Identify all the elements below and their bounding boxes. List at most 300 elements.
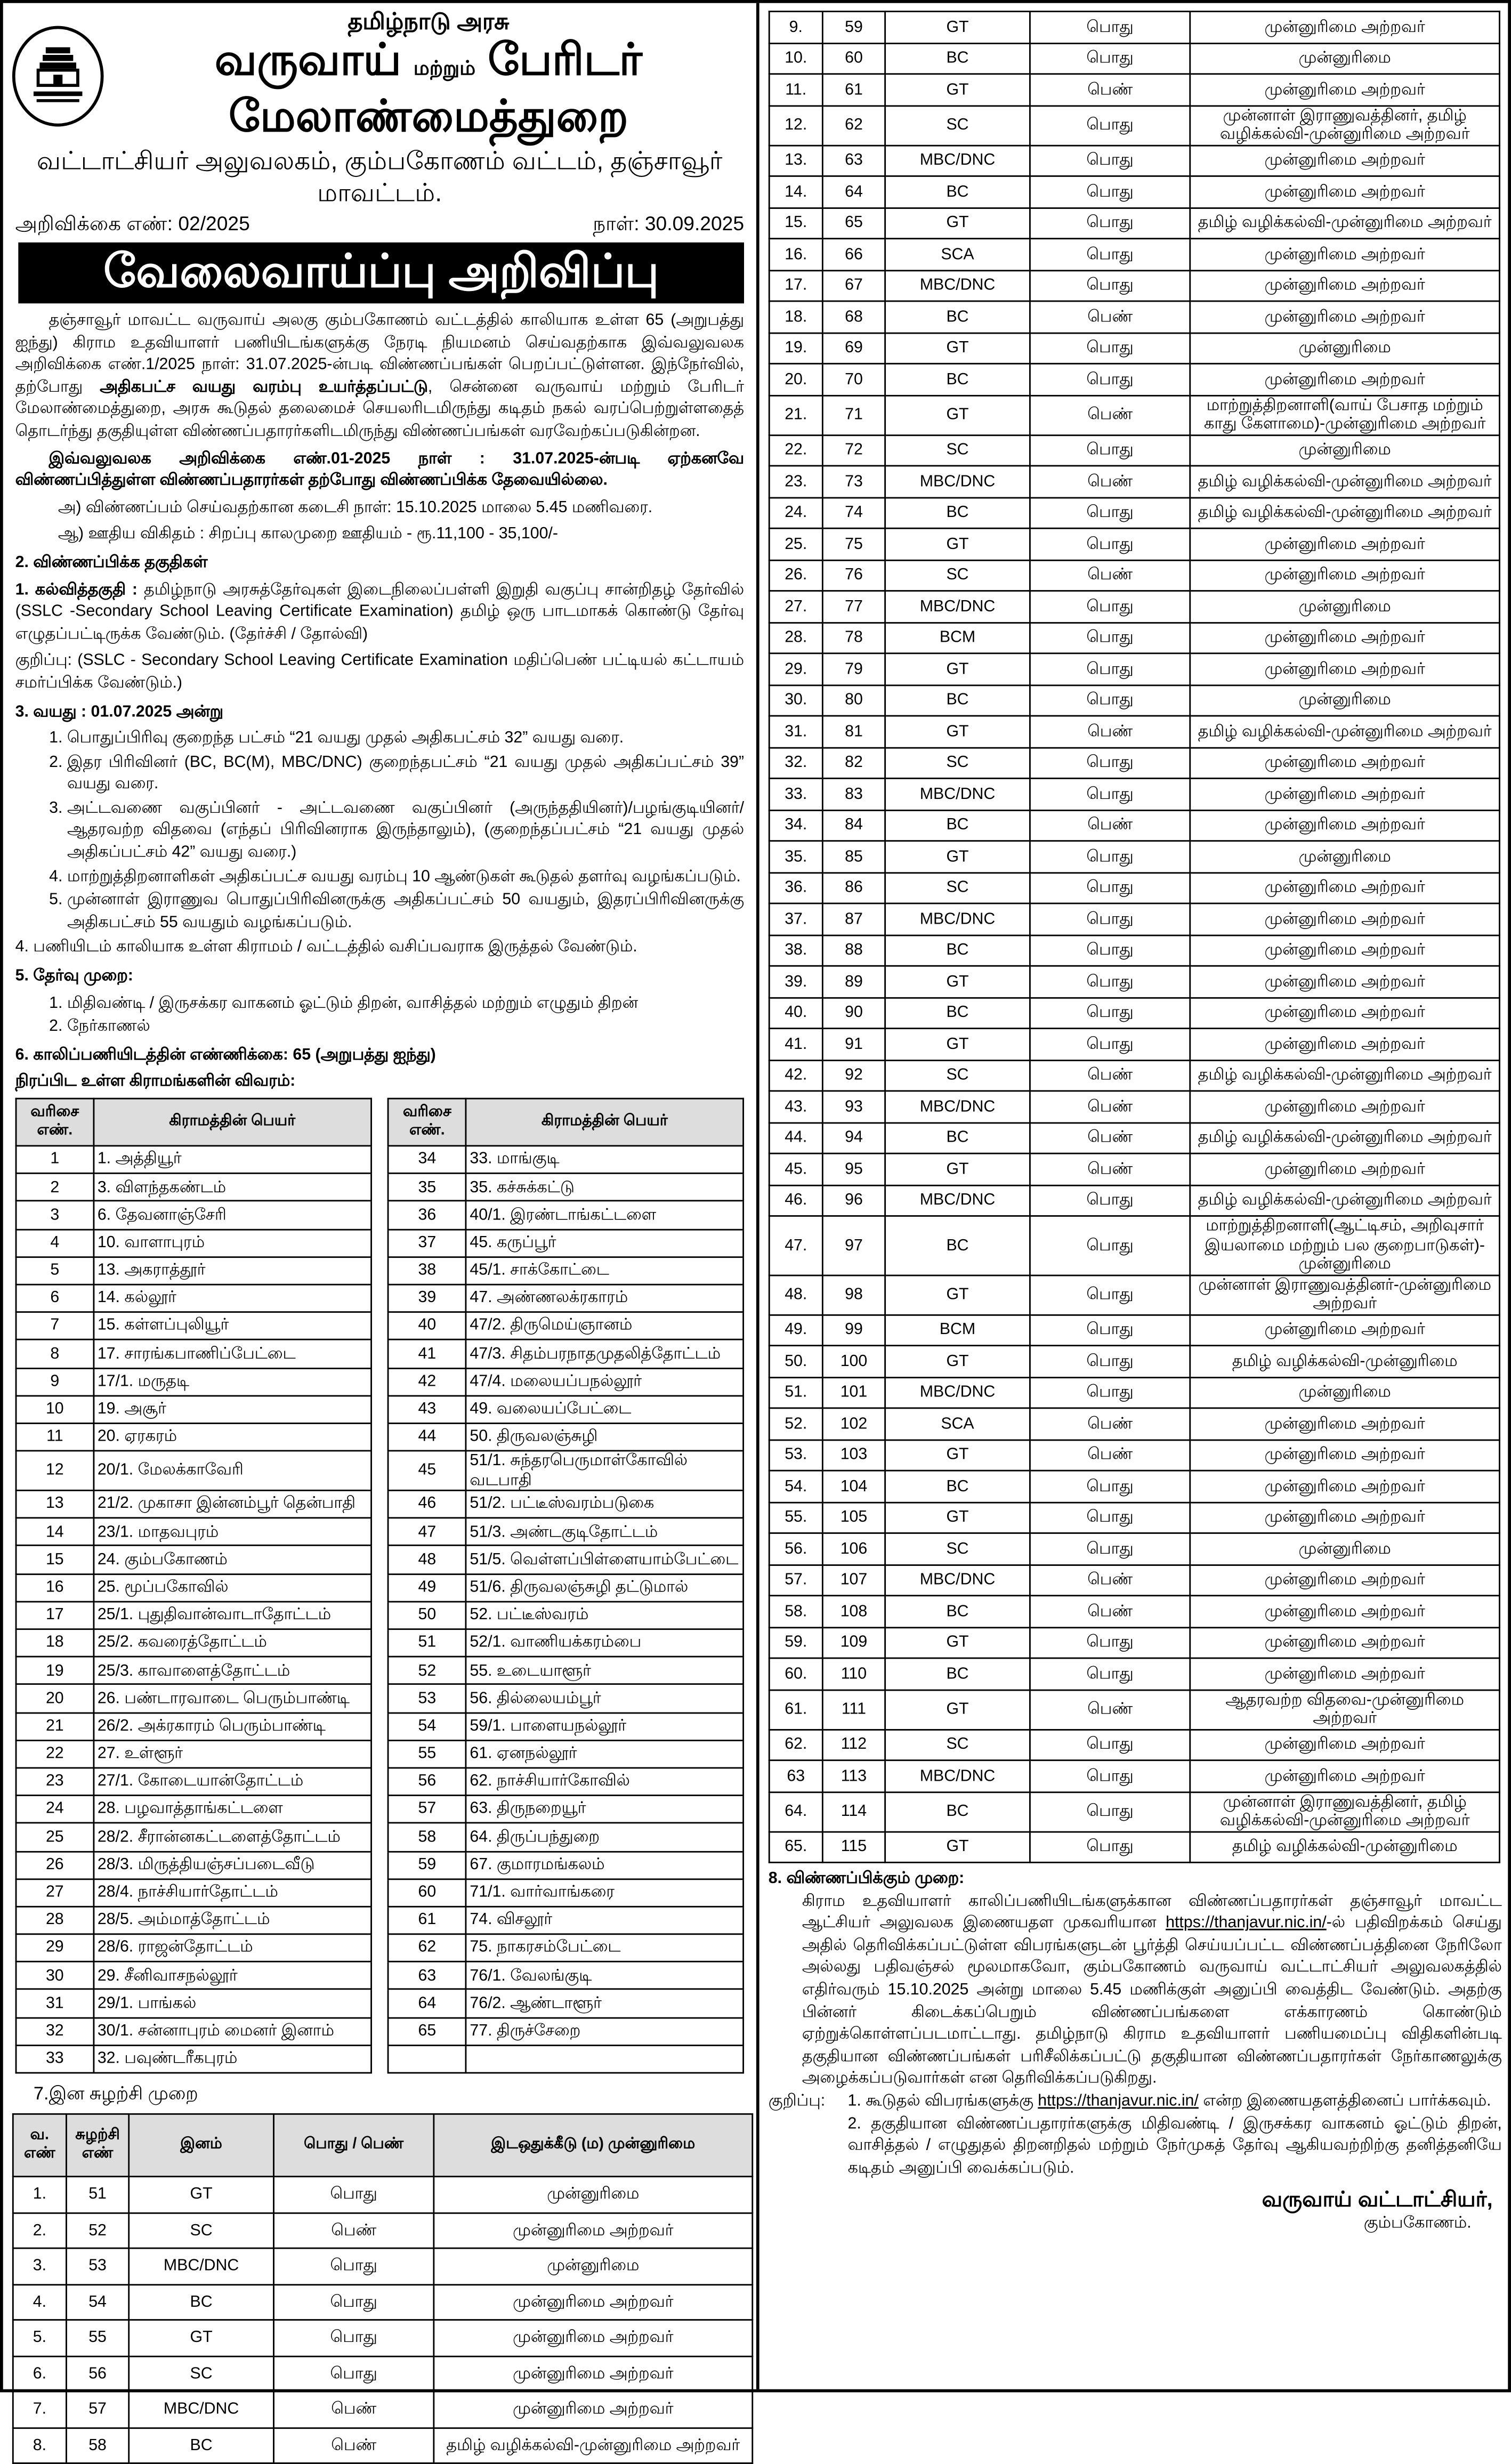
- table-row: [16, 1146, 744, 1174]
- rotation-number: 75: [822, 528, 885, 560]
- serial-number: 9: [16, 1368, 94, 1395]
- general-or-women: பொது: [1030, 105, 1190, 144]
- table-row: [16, 1368, 744, 1395]
- rotation-table-header: [13, 2114, 752, 2176]
- dept-and: மற்றும்: [413, 56, 476, 79]
- community: BC: [885, 1122, 1030, 1153]
- village-name: 35. கச்சுக்கட்டு: [466, 1174, 743, 1201]
- right-column: [759, 3, 1508, 2389]
- community: BC: [885, 497, 1030, 529]
- intro-text-a: தஞ்சாவூர் மாவட்ட வருவாய் அலகு கும்பகோணம் வட்டத்தில் காலியாக உள்ள 65 (அறுபத்து ஐந்து) கிராம உதவியாளர் பணியிடங்களுக்கு நேரடி நியமனம் செய்வதற்காக இவ்வலுவலக அறிவிக்கை எண்.1/2025 நாள்: 31.07.2025-ன்படி விண்ணப்பங்கள் பெறப்பட்டுள்ளன. இந்நேர்வில், தற்போது: [15, 311, 745, 397]
- table-row: [769, 1314, 1499, 1346]
- serial-number: 6: [16, 1284, 94, 1312]
- table-row: [769, 1729, 1499, 1760]
- serial-number: 5: [16, 1257, 94, 1284]
- serial-number: 53: [389, 1685, 466, 1712]
- footnote-1-b: என்ற இணையதளத்தினைப் பார்க்கவும்.: [1198, 2091, 1491, 2111]
- table-row: [16, 2045, 744, 2073]
- rotation-heading: 7.இன சுழற்சி முறை: [33, 2082, 198, 2104]
- table-row: [769, 395, 1499, 434]
- serial-number: 8.: [13, 2427, 66, 2463]
- reservation-priority: முன்னுரிமை: [1190, 684, 1500, 716]
- reservation-priority: முன்னுரிமை அற்றவர்: [1190, 1729, 1500, 1760]
- serial-number: 46: [389, 1491, 466, 1518]
- community: GT: [885, 716, 1030, 747]
- rotation-number: 53: [66, 2248, 128, 2284]
- eligibility-heading: 2. விண்ணப்பிக்க தகுதிகள்: [15, 553, 208, 572]
- general-or-women: பொது: [1030, 747, 1190, 779]
- serial-number: 17: [16, 1602, 94, 1629]
- community: BC: [885, 301, 1030, 333]
- table-row: [16, 1712, 744, 1740]
- tamil-nadu-emblem-icon: [12, 25, 104, 126]
- column-gap: [371, 1906, 389, 1934]
- table-row: [16, 1851, 744, 1879]
- department-title: [110, 37, 747, 143]
- village-name: 51/6. திருவலஞ்சுழி தட்டுமால்: [466, 1574, 743, 1602]
- community: SC: [129, 2356, 274, 2392]
- table-row: [769, 903, 1499, 935]
- table-row: [769, 1275, 1499, 1314]
- column-gap: [371, 1823, 389, 1851]
- office-address: வட்டாட்சியர் அலுவலகம், கும்பகோணம் வட்டம், தஞ்சாவூர் மாவட்டம்.: [37, 148, 723, 208]
- table-row: [16, 1602, 744, 1629]
- table-row: [769, 1627, 1499, 1658]
- serial-number: 51.: [769, 1377, 822, 1408]
- rotation-number: 65: [822, 207, 885, 239]
- col-general-women: பொது / பெண்: [273, 2114, 433, 2176]
- rotation-number: 106: [822, 1533, 885, 1564]
- community: MBC/DNC: [885, 145, 1030, 176]
- village-name: 63. திருநறையூர்: [466, 1796, 743, 1823]
- table-row: [13, 2177, 752, 2212]
- serial-number: 54: [389, 1712, 466, 1740]
- header-top: [12, 7, 747, 143]
- table-row: [769, 716, 1499, 747]
- serial-number: 33: [16, 2045, 94, 2073]
- serial-number: 33.: [769, 778, 822, 810]
- reservation-priority: தமிழ் வழிக்கல்வி-முன்னுரிமை: [1190, 1346, 1500, 1377]
- village-name: 47/4. மலையப்பநல்லூர்: [466, 1368, 743, 1395]
- villages-table-header: [16, 1098, 744, 1146]
- header-titles: [110, 7, 747, 143]
- table-row: [769, 778, 1499, 810]
- serial-number: 53.: [769, 1440, 822, 1471]
- village-name: 25/3. காவாளைத்தோட்டம்: [94, 1657, 371, 1685]
- reservation-priority: முன்னுரிமை: [1190, 434, 1500, 466]
- age-limit-item: 3. அட்டவணை வகுப்பினர் - அட்டவணை வகுப்பினர் (அருந்ததியினர்)/பழங்குடியினர்/ ஆதரவற்ற விதவை (எந்தப் பிரிவினராக இருந்தாலும்), (குறைந்தப்பட்சம் “21 வயது முதல் அதிகப்பட்சம் 42” வயது வரை.): [67, 797, 744, 864]
- table-row: [769, 239, 1499, 270]
- table-row: [769, 333, 1499, 364]
- serial-number: 47.: [769, 1216, 822, 1274]
- reservation-priority: முன்னுரிமை: [434, 2177, 753, 2212]
- community: SC: [885, 1060, 1030, 1091]
- column-gap: [371, 1284, 389, 1312]
- rotation-number: 72: [822, 434, 885, 466]
- rotation-number: 83: [822, 778, 885, 810]
- serial-number: 49: [389, 1574, 466, 1602]
- community: SC: [885, 560, 1030, 591]
- reservation-priority: முன்னுரிமை அற்றவர்: [434, 2212, 753, 2248]
- general-or-women: பெண்: [1030, 1408, 1190, 1440]
- table-row: [769, 653, 1499, 685]
- community: MBC/DNC: [885, 1185, 1030, 1216]
- general-or-women: பெண்: [1030, 301, 1190, 333]
- general-or-women: பொது: [1030, 1377, 1190, 1408]
- serial-number: 17.: [769, 270, 822, 301]
- serial-number: 48.: [769, 1275, 822, 1314]
- community: SCA: [885, 1408, 1030, 1440]
- vacancy-count: 6. காலிப்பணியிடத்தின் எண்ணிக்கை: 65 (அறுபத்து ஐந்து): [15, 1045, 436, 1064]
- serial-number: 60: [389, 1879, 466, 1906]
- table-row: [16, 1201, 744, 1229]
- table-row: [769, 684, 1499, 716]
- table-row: [16, 1657, 744, 1685]
- rotation-number: 87: [822, 903, 885, 935]
- serial-number: [389, 2045, 466, 2073]
- rotation-number: 110: [822, 1658, 885, 1690]
- serial-number: 44.: [769, 1122, 822, 1153]
- community: GT: [885, 1502, 1030, 1533]
- serial-number: 13.: [769, 145, 822, 176]
- community: GT: [885, 333, 1030, 364]
- serial-number: 27: [16, 1879, 94, 1906]
- reservation-priority: முன்னுரிமை: [434, 2248, 753, 2284]
- village-name: 17. சாரங்கபாணிப்பேட்டை: [94, 1340, 371, 1368]
- rotation-number: 61: [822, 74, 885, 106]
- reservation-priority: முன்னுரிமை அற்றவர்: [1190, 1627, 1500, 1658]
- dept-name-b: பேரிடர் மேலாண்மைத்துறை: [229, 36, 642, 142]
- community: MBC/DNC: [885, 1377, 1030, 1408]
- general-or-women: பொது: [1030, 207, 1190, 239]
- table-row: [13, 2212, 752, 2248]
- serial-number: 42.: [769, 1060, 822, 1091]
- village-name: 19. அசூர்: [94, 1395, 371, 1423]
- serial-number: 31: [16, 1990, 94, 2017]
- serial-number: 26.: [769, 560, 822, 591]
- serial-number: 30: [16, 1962, 94, 1990]
- column-gap: [371, 1312, 389, 1340]
- community: MBC/DNC: [885, 591, 1030, 623]
- table-row: [769, 105, 1499, 144]
- reservation-priority: முன்னுரிமை அற்றவர்: [1190, 1596, 1500, 1627]
- rotation-number: 105: [822, 1502, 885, 1533]
- serial-number: 14.: [769, 176, 822, 207]
- community: BC: [885, 1658, 1030, 1690]
- serial-number: 49.: [769, 1314, 822, 1346]
- reservation-priority: முன்னாள் இராணுவத்தினர், தமிழ் வழிக்கல்வி-முன்னுரிமை அற்றவர்: [1190, 105, 1500, 144]
- rotation-number: 92: [822, 1060, 885, 1091]
- table-row: [769, 810, 1499, 841]
- community: SC: [129, 2212, 274, 2248]
- village-name: 10. வாளாபுரம்: [94, 1229, 371, 1257]
- general-or-women: பொது: [273, 2248, 433, 2284]
- reservation-priority: முன்னுரிமை அற்றவர்: [1190, 747, 1500, 779]
- reservation-priority: முன்னுரிமை: [1190, 841, 1500, 873]
- col-serial: வரிசை எண்.: [16, 1098, 94, 1146]
- table-row: [16, 1768, 744, 1796]
- age-limit-item: 1. பொதுப்பிரிவு குறைந்த பட்சம் “21 வயது முதல் அதிகபட்சம் 32” வயது வரை.: [67, 728, 744, 750]
- serial-number: 39: [389, 1284, 466, 1312]
- rotation-number: 67: [822, 270, 885, 301]
- reservation-priority: தமிழ் வழிக்கல்வி-முன்னுரிமை அற்றவர்: [1190, 1122, 1500, 1153]
- village-name: 32. பவுண்டரீகபுரம்: [94, 2045, 371, 2073]
- general-or-women: பொது: [1030, 1658, 1190, 1690]
- general-or-women: பொது: [1030, 43, 1190, 74]
- rotation-number: 98: [822, 1275, 885, 1314]
- community: GT: [885, 841, 1030, 873]
- table-row: [769, 363, 1499, 395]
- table-row: [16, 1629, 744, 1657]
- serial-number: 4: [16, 1229, 94, 1257]
- village-name: 28/4. நாச்சியார்தோட்டம்: [94, 1879, 371, 1906]
- serial-number: 6.: [13, 2356, 66, 2392]
- table-row: [769, 1377, 1499, 1408]
- column-gap: [371, 1851, 389, 1879]
- education-text: தமிழ்நாடு அரசுத்தேர்வுகள் இடைநிலைப்பள்ளி இறுதி வகுப்பு சான்றிதழ் தேர்வில் (SSLC -Secondary School Leaving Certificate Examination) தமிழ் ஒரு பாடமாகக் கொண்டு தேர்வு எழுதப்பட்டிருக்க வேண்டும். (தேர்ச்சி / தோல்வி): [15, 580, 745, 643]
- table-row: [769, 145, 1499, 176]
- village-name: 51/3. அண்டகுடிதோட்டம்: [466, 1518, 743, 1546]
- table-row: [13, 2248, 752, 2284]
- reservation-priority: முன்னுரிமை அற்றவர்: [434, 2356, 753, 2392]
- signatory-place: கும்பகோணம்.: [1363, 2214, 1472, 2233]
- table-row: [13, 2320, 752, 2356]
- col-village: கிராமத்தின் பெயர்: [94, 1098, 371, 1146]
- community: BC: [885, 363, 1030, 395]
- reservation-priority: மாற்றுத்திறனாளி(வாய் பேசாத மற்றும் காது கேளாமை)-முன்னுரிமை அற்றவர்: [1190, 395, 1500, 434]
- column-gap: [371, 1146, 389, 1174]
- column-gap: [371, 1934, 389, 1962]
- serial-number: 38.: [769, 935, 822, 966]
- reservation-priority: முன்னுரிமை அற்றவர்: [1190, 1760, 1500, 1792]
- serial-number: 41: [389, 1340, 466, 1368]
- general-or-women: பொது: [1030, 1831, 1190, 1863]
- serial-number: 34: [389, 1146, 466, 1174]
- reservation-priority: முன்னுரிமை அற்றவர்: [1190, 903, 1500, 935]
- reservation-priority: மாற்றுத்திறனாளி(ஆட்டிசம், அறிவுசார் இயலாமை மற்றும் பல குறைபாடுகள்)-முன்னுரிமை: [1190, 1216, 1500, 1274]
- serial-number: 30.: [769, 684, 822, 716]
- village-name: 71/1. வார்வாங்கரை: [466, 1879, 743, 1906]
- serial-number: 59.: [769, 1627, 822, 1658]
- serial-number: 34.: [769, 810, 822, 841]
- column-gap: [371, 1602, 389, 1629]
- table-row: [769, 1346, 1499, 1377]
- table-row: [16, 1906, 744, 1934]
- rotation-number: 99: [822, 1314, 885, 1346]
- table-row: [16, 1518, 744, 1546]
- reservation-priority: முன்னுரிமை அற்றவர்: [1190, 935, 1500, 966]
- community: BC: [885, 810, 1030, 841]
- rotation-number: 62: [822, 105, 885, 144]
- table-row: [16, 1284, 744, 1312]
- table-row: [769, 466, 1499, 497]
- website-link[interactable]: https://thanjavur.nic.in/: [1166, 1913, 1327, 1933]
- general-or-women: பெண்: [1030, 74, 1190, 106]
- rotation-number: 91: [822, 1029, 885, 1060]
- general-or-women: பொது: [1030, 872, 1190, 903]
- notice-date: நாள்: 30.09.2025: [593, 212, 745, 235]
- general-or-women: பொது: [1030, 1314, 1190, 1346]
- general-or-women: பொது: [1030, 1791, 1190, 1831]
- serial-number: 2: [16, 1174, 94, 1201]
- notice-number: அறிவிக்கை எண்: 02/2025: [15, 212, 250, 235]
- community: SC: [885, 105, 1030, 144]
- general-or-women: பொது: [1030, 497, 1190, 529]
- general-or-women: பொது: [1030, 270, 1190, 301]
- age-date: : 01.07.2025 அன்று: [76, 702, 224, 721]
- reservation-priority: முன்னுரிமை அற்றவர்: [1190, 1471, 1500, 1502]
- community: BC: [885, 1596, 1030, 1627]
- reservation-priority: தமிழ் வழிக்கல்வி-முன்னுரிமை அற்றவர்: [1190, 1185, 1500, 1216]
- table-row: [769, 301, 1499, 333]
- serial-number: 7.: [13, 2392, 66, 2427]
- notice-banner: வேலைவாய்ப்பு அறிவிப்பு: [18, 243, 744, 303]
- serial-number: 57.: [769, 1564, 822, 1596]
- community: GT: [885, 1275, 1030, 1314]
- serial-number: 63: [769, 1760, 822, 1792]
- general-or-women: பெண்: [1030, 395, 1190, 434]
- village-name: 28/2. சீரான்னகட்டளைத்தோட்டம்: [94, 1823, 371, 1851]
- rotation-number: 94: [822, 1122, 885, 1153]
- rotation-number: 81: [822, 716, 885, 747]
- footnote: [769, 2090, 1502, 2179]
- reservation-priority: முன்னுரிமை அற்றவர்: [1190, 145, 1500, 176]
- note-label: குறிப்பு:: [15, 651, 72, 670]
- serial-number: 65.: [769, 1831, 822, 1863]
- serial-number: 12.: [769, 105, 822, 144]
- application-method-text: [769, 1890, 1502, 2090]
- selection-item: 2. நேர்காணல்: [67, 1016, 744, 1038]
- table-row: [769, 1533, 1499, 1564]
- serial-number: 28.: [769, 622, 822, 653]
- community: BC: [885, 1791, 1030, 1831]
- reservation-priority: முன்னுரிமை: [1190, 43, 1500, 74]
- table-row: [769, 434, 1499, 466]
- rotation-number: 113: [822, 1760, 885, 1792]
- general-or-women: பொது: [1030, 1627, 1190, 1658]
- rotation-number: 95: [822, 1153, 885, 1185]
- table-row: [16, 1451, 744, 1490]
- serial-number: 40: [389, 1312, 466, 1340]
- reservation-priority: முன்னாள் இராணுவத்தினர், தமிழ் வழிக்கல்வி-முன்னுரிமை அற்றவர்: [1190, 1791, 1500, 1831]
- community: MBC/DNC: [885, 778, 1030, 810]
- village-name: 29. சீனிவாசநல்லூர்: [94, 1962, 371, 1990]
- column-gap: [371, 1546, 389, 1574]
- table-row: [13, 2356, 752, 2392]
- community: BC: [885, 935, 1030, 966]
- age-limit-item: 5. முன்னாள் இராணுவ பொதுப்பிரிவினருக்கு அதிகப்பட்சம் 50 வயதும், இதரப்பிரிவினருக்கு அதிகபட்சம் 55 வயதும் வழங்கப்படும்.: [67, 890, 744, 934]
- reservation-priority: முன்னுரிமை அற்றவர்: [1190, 528, 1500, 560]
- column-gap: [371, 1518, 389, 1546]
- reservation-priority: முன்னுரிமை அற்றவர்: [1190, 270, 1500, 301]
- reservation-priority: தமிழ் வழிக்கல்வி-முன்னுரிமை அற்றவர்: [1190, 716, 1500, 747]
- col-reservation-priority: இடஒதுக்கீடு (ம) முன்னுரிமை: [434, 2114, 753, 2176]
- village-name: 51/5. வெள்ளப்பிள்ளையாம்பேட்டை: [466, 1546, 743, 1574]
- column-gap: [371, 1740, 389, 1768]
- village-name: 49. வலையப்பேட்டை: [466, 1395, 743, 1423]
- serial-number: 25.: [769, 528, 822, 560]
- general-or-women: பொது: [1030, 622, 1190, 653]
- table-row: [16, 1934, 744, 1962]
- village-name: 76/1. வேலங்குடி: [466, 1962, 743, 1990]
- table-row: [769, 1502, 1499, 1533]
- general-or-women: பொது: [1030, 684, 1190, 716]
- serial-number: 46.: [769, 1185, 822, 1216]
- reservation-priority: முன்னுரிமை அற்றவர்: [434, 2392, 753, 2427]
- village-name: 14. கல்லூர்: [94, 1284, 371, 1312]
- general-or-women: பெண்: [1030, 1091, 1190, 1122]
- selection-heading: 5. தேர்வு முறை:: [15, 966, 133, 985]
- rotation-number: 115: [822, 1831, 885, 1863]
- village-name: 52. பட்டீஸ்வரம்: [466, 1602, 743, 1629]
- village-name: 51/2. பட்டீஸ்வரம்படுகை: [466, 1491, 743, 1518]
- reservation-priority: முன்னுரிமை அற்றவர்: [1190, 1564, 1500, 1596]
- community: BC: [885, 1471, 1030, 1502]
- table-row: [16, 1174, 744, 1201]
- reservation-priority: முன்னுரிமை அற்றவர்: [1190, 363, 1500, 395]
- general-or-women: பெண்: [1030, 1060, 1190, 1091]
- serial-number: 45: [389, 1451, 466, 1490]
- village-name: 15. கள்ளப்புலியூர்: [94, 1312, 371, 1340]
- reservation-priority: முன்னுரிமை அற்றவர்: [1190, 1314, 1500, 1346]
- table-row: [769, 560, 1499, 591]
- serial-number: 41.: [769, 1029, 822, 1060]
- serial-number: 44: [389, 1423, 466, 1451]
- footnote-label: குறிப்பு:: [768, 2091, 826, 2111]
- village-name: 28/3. மிருத்தியஞ்சப்படைவீடு: [94, 1851, 371, 1879]
- village-name: 25/2. கவரைத்தோட்டம்: [94, 1629, 371, 1657]
- serial-number: 36.: [769, 872, 822, 903]
- table-row: [769, 1408, 1499, 1440]
- col-rotation-no: சுழற்சி எண்: [66, 2114, 128, 2176]
- rotation-number: 111: [822, 1690, 885, 1729]
- table-row: [769, 935, 1499, 966]
- rotation-number: 103: [822, 1440, 885, 1471]
- general-or-women: பொது: [1030, 1729, 1190, 1760]
- rotation-number: 84: [822, 810, 885, 841]
- rotation-number: 60: [822, 43, 885, 74]
- rotation-number: 68: [822, 301, 885, 333]
- reservation-priority: தமிழ் வழிக்கல்வி-முன்னுரிமை அற்றவர்: [1190, 1060, 1500, 1091]
- serial-number: 39.: [769, 966, 822, 997]
- rotation-number: 76: [822, 560, 885, 591]
- reservation-priority: முன்னுரிமை அற்றவர்: [434, 2320, 753, 2356]
- already-applied-note: இவ்வலுவலக அறிவிக்கை எண்.01-2025 நாள் : 31.07.2025-ன்படி ஏற்கனவே விண்ணப்பித்துள்ள விண்ணப்பதாரர்கள் தற்போது விண்ணப்பிக்க தேவையில்லை.: [15, 449, 745, 490]
- rotation-number: 78: [822, 622, 885, 653]
- general-or-women: பொது: [1030, 903, 1190, 935]
- community: BC: [885, 1216, 1030, 1274]
- table-row: [16, 1423, 744, 1451]
- reservation-priority: முன்னுரிமை அற்றவர்: [1190, 74, 1500, 106]
- serial-number: 21: [16, 1712, 94, 1740]
- rotation-number: 89: [822, 966, 885, 997]
- table-row: [769, 1831, 1499, 1863]
- col-village: கிராமத்தின் பெயர்: [466, 1098, 743, 1146]
- serial-number: 47: [389, 1518, 466, 1546]
- serial-number: 29: [16, 1934, 94, 1962]
- education-note: [15, 650, 744, 694]
- rotation-number: 90: [822, 997, 885, 1029]
- rotation-number: 102: [822, 1408, 885, 1440]
- village-name: 61. ஏனநல்லூர்: [466, 1740, 743, 1768]
- column-gap: [371, 1990, 389, 2017]
- website-link[interactable]: https://thanjavur.nic.in/: [1038, 2091, 1199, 2111]
- rotation-table-part1: [12, 2113, 753, 2464]
- village-name: [466, 2045, 743, 2073]
- column-gap: [371, 1340, 389, 1368]
- community: GT: [885, 395, 1030, 434]
- serial-number: 16: [16, 1574, 94, 1602]
